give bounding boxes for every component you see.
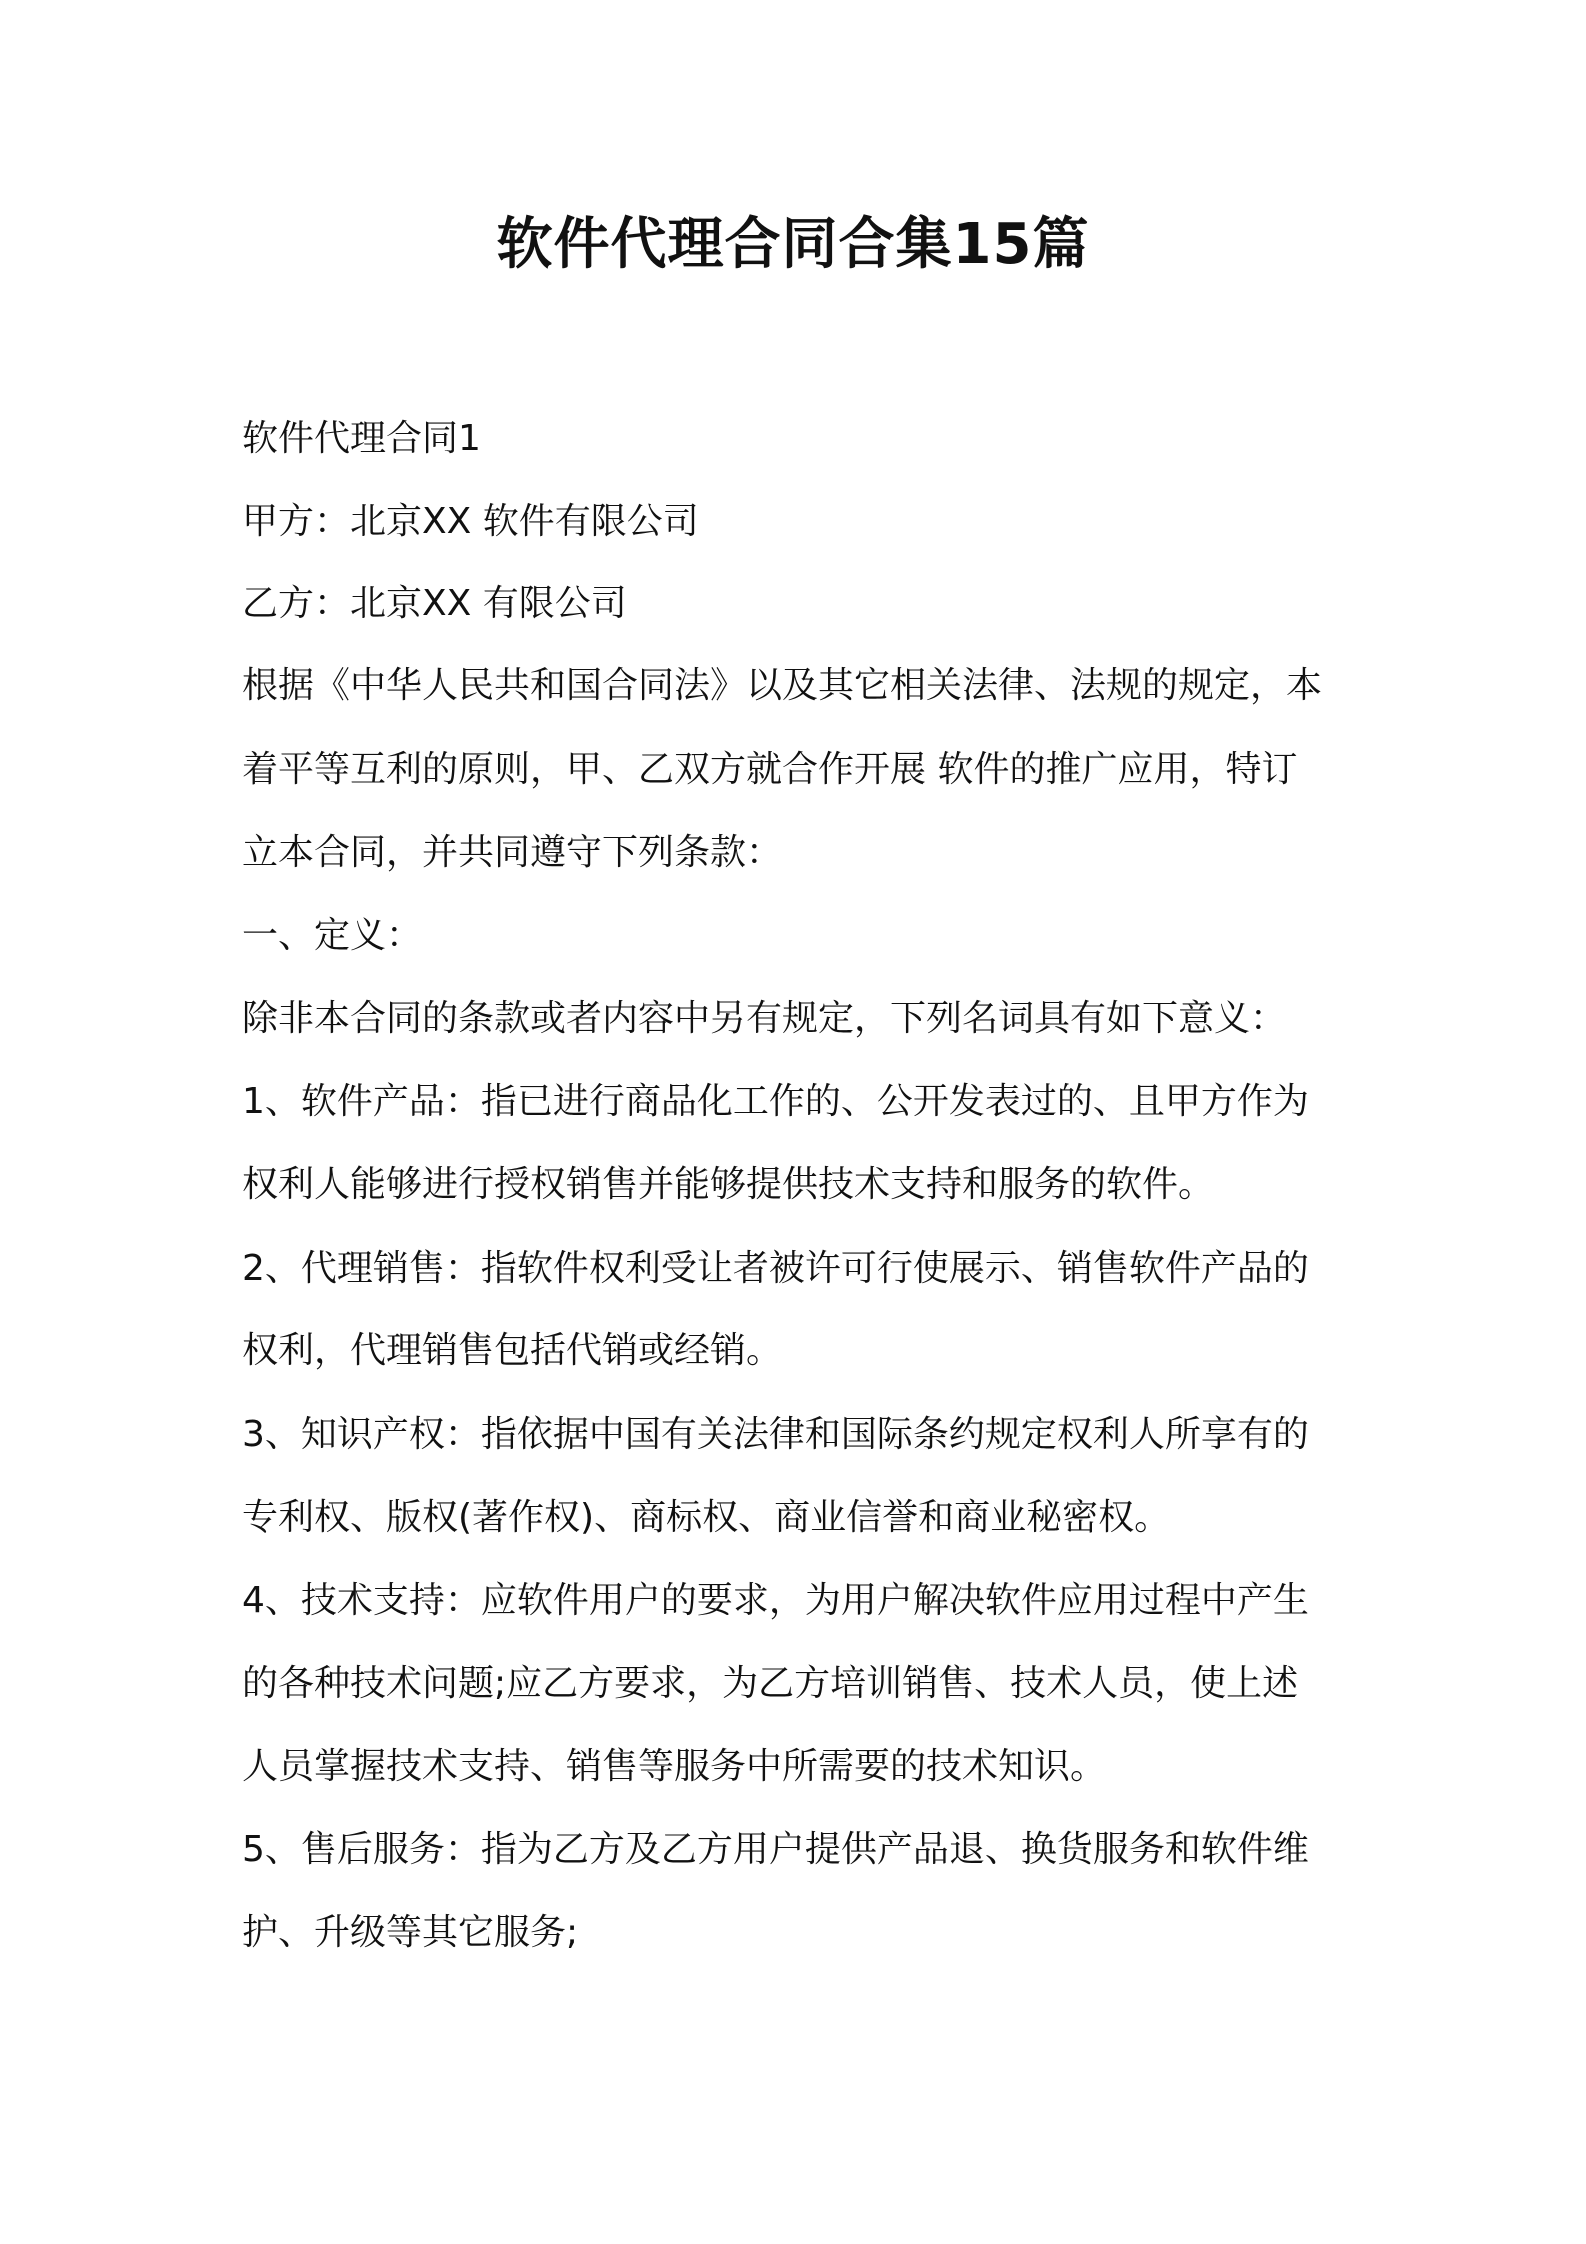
preamble-line-1: 根据《中华人民共和国合同法》以及其它相关法律、法规的规定，本 (242, 665, 1323, 706)
document-title: 软件代理合同合集15篇 (496, 212, 1090, 277)
section-heading-contract-1: 软件代理合同1 (242, 418, 481, 459)
definition-5-line-1: 5、售后服务：指为乙方及乙方用户提供产品退、换货服务和软件维 (242, 1829, 1309, 1870)
definition-4-line-1: 4、技术支持：应软件用户的要求，为用户解决软件应用过程中产生 (242, 1580, 1309, 1621)
preamble-line-2: 着平等互利的原则，甲、乙双方就合作开展 软件的推广应用，特订 (242, 749, 1298, 790)
definition-1-line-1: 1、软件产品：指已进行商品化工作的、公开发表过的、且甲方作为 (242, 1081, 1309, 1122)
definition-3-line-2: 专利权、版权(著作权)、商标权、商业信誉和商业秘密权。 (242, 1497, 1171, 1538)
party-b-line: 乙方：北京XX 有限公司 (242, 583, 627, 624)
party-a-line: 甲方：北京XX 软件有限公司 (242, 501, 699, 542)
definition-3-line-1: 3、知识产权：指依据中国有关法律和国际条约规定权利人所享有的 (242, 1414, 1309, 1455)
definition-4-line-2: 的各种技术问题;应乙方要求，为乙方培训销售、技术人员，使上述 (242, 1663, 1299, 1704)
definition-4-line-3: 人员掌握技术支持、销售等服务中所需要的技术知识。 (242, 1746, 1107, 1787)
definition-2-line-1: 2、代理销售：指软件权利受让者被许可行使展示、销售软件产品的 (242, 1248, 1309, 1289)
definitions-heading: 一、定义： (242, 915, 423, 956)
definition-5-line-2: 护、升级等其它服务; (242, 1912, 579, 1953)
preamble-line-3: 立本合同，并共同遵守下列条款： (242, 832, 783, 873)
definition-2-line-2: 权利，代理销售包括代销或经销。 (242, 1330, 783, 1371)
definitions-intro: 除非本合同的条款或者内容中另有规定，下列名词具有如下意义： (242, 998, 1287, 1039)
definition-1-line-2: 权利人能够进行授权销售并能够提供技术支持和服务的软件。 (242, 1164, 1215, 1205)
